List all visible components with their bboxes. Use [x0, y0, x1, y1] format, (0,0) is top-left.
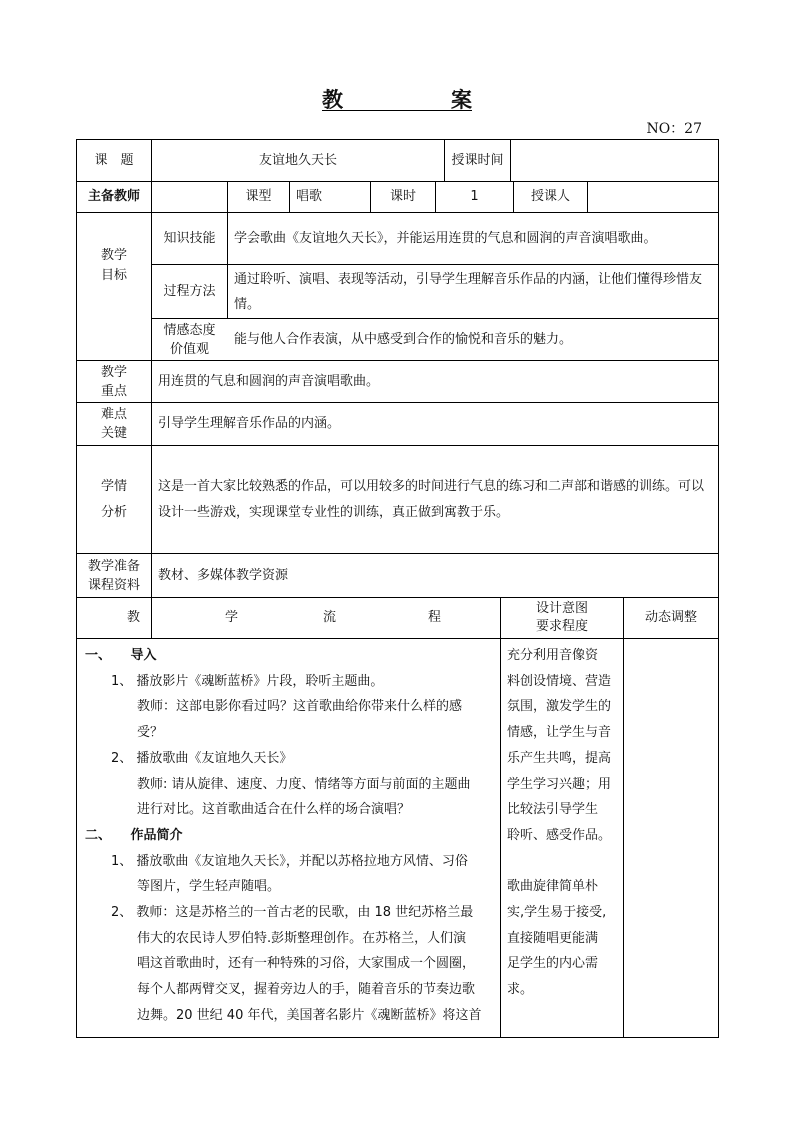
lecturer-label: 授课人	[530, 189, 570, 204]
design-intent-line: 实,学生易于接受,	[507, 905, 607, 920]
flow-line: 2、 教师：这是苏格兰的一首古老的民歌，由 18 世纪苏格兰最	[111, 905, 474, 920]
design-intent-line: 充分利用音像资	[507, 648, 599, 663]
flow-line: 二、 作品简介	[85, 827, 183, 843]
design-intent-content	[507, 643, 623, 1038]
lesson-type-label: 课型	[245, 189, 272, 204]
subject-value: 友谊地久天长	[258, 152, 337, 168]
flow-header-char-1: 教	[127, 610, 141, 625]
lead-teacher-value	[152, 182, 227, 212]
flow-line: 等图片，学生轻声随唱。	[137, 879, 281, 895]
title-char-2: 案	[451, 87, 472, 112]
goal-attitude-label: 情感态度 价值观	[163, 322, 216, 357]
design-intent-line: 料创设情境、营造	[507, 673, 612, 689]
design-intent-line: 求。	[507, 982, 534, 998]
class-time-value	[511, 140, 718, 181]
flow-header-char-2: 学	[225, 610, 239, 625]
design-intent-line: 学生学习兴趣；用	[507, 776, 612, 792]
flow-header	[77, 598, 500, 638]
flow-line: 1、 播放歌曲《友谊地久天长》，并配以苏格拉地方风情、习俗	[111, 853, 468, 869]
goal-knowledge-label: 知识技能	[163, 230, 216, 246]
flow-line: 受？	[137, 725, 164, 741]
subject-label: 课 题	[94, 152, 134, 168]
lesson-type-value: 唱歌	[296, 189, 323, 204]
design-intent-line: 聆听、感受作品。	[507, 827, 612, 843]
flow-line: 每个人都两臂交叉，握着旁边人的手，随着音乐的节奏边歌	[137, 982, 476, 998]
title-char-1: 教	[322, 87, 343, 112]
goal-attitude-text: 能与他人合作表演，从中感受到合作的愉悦和音乐的魅力。	[234, 331, 573, 347]
key-point-text: 用连贯的气息和圆润的声音演唱歌曲。	[158, 373, 380, 389]
flow-line: 伟大的农民诗人罗伯特.彭斯整理创作。在苏格兰，人们演	[137, 930, 467, 946]
student-analysis-text: 这是一首大家比较熟悉的作品，可以用较多的时间进行气息的练习和二声部和谐感的训练。可以设计一些游戏，实现课堂专业性的训练，真正做到寓教于乐。	[158, 478, 705, 520]
flow-line: 教师: 请从旋律、速度、力度、情绪等方面与前面的主题曲	[137, 776, 471, 792]
teaching-prep-text: 教材、多媒体教学资源	[158, 567, 289, 583]
design-intent-line: 乐产生共鸣，提高	[507, 750, 612, 766]
document-title	[0, 84, 794, 116]
goal-process-label: 过程方法	[163, 283, 216, 299]
design-intent-line: 比较法引导学生	[507, 802, 599, 818]
flow-line: 唱这首歌曲时，还有一种特殊的习俗，大家围成一个圆圈，	[137, 956, 476, 972]
design-intent-line: 直接随唱更能满	[507, 930, 599, 946]
teaching-goals-label: 教学 目标	[100, 247, 127, 283]
difficulty-label: 难点 关键	[100, 407, 127, 441]
design-intent-header: 设计意图 要求程度	[535, 601, 588, 634]
lesson-hours-label: 课时	[389, 189, 416, 204]
student-analysis-label: 学情 分析	[100, 478, 127, 520]
flow-header-char-4: 程	[428, 610, 442, 625]
lead-teacher-label: 主备教师	[87, 189, 140, 204]
class-time-label: 授课时间	[451, 152, 504, 168]
key-point-label: 教学 重点	[100, 364, 127, 399]
flow-line: 一、 导入	[85, 648, 157, 663]
flow-line: 教师：这部电影你看过吗？这首歌曲给你带来什么样的感	[137, 699, 463, 715]
difficulty-text: 引导学生理解音乐作品的内涵。	[158, 416, 341, 431]
lesson-plan-table	[76, 139, 719, 1038]
lecturer-value	[588, 182, 718, 212]
document-number: NO：27	[646, 121, 702, 137]
design-intent-line: 氛围，激发学生的	[507, 699, 612, 715]
design-intent-line: 歌曲旋律简单朴	[507, 879, 599, 895]
goal-knowledge-text: 学会歌曲《友谊地久天长》，并能运用连贯的气息和圆润的声音演唱歌曲。	[234, 230, 657, 246]
teaching-flow-content	[77, 643, 500, 1038]
dynamic-adjust-header: 动态调整	[644, 610, 697, 625]
flow-line: 1、 播放影片《魂断蓝桥》片段，聆听主题曲。	[111, 673, 384, 689]
design-intent-line: 情感，让学生与音	[507, 725, 612, 741]
flow-header-char-3: 流	[323, 610, 337, 625]
flow-line: 边舞。20 世纪 40 年代，美国著名影片《魂断蓝桥》将这首	[137, 1007, 482, 1023]
flow-line: 2、 播放歌曲《友谊地久天长》	[111, 750, 293, 766]
goal-process-text: 通过聆听、演唱、表现等活动，引导学生理解音乐作品的内涵，让他们懂得珍惜友情。	[234, 271, 703, 312]
teaching-prep-label: 教学准备 课程资料	[87, 558, 140, 593]
flow-line: 进行对比。这首歌曲适合在什么样的场合演唱？	[137, 802, 411, 818]
dynamic-adjust-content	[624, 639, 718, 1037]
lesson-hours-value: 1	[470, 189, 479, 204]
design-intent-line: 足学生的内心需	[507, 956, 599, 972]
